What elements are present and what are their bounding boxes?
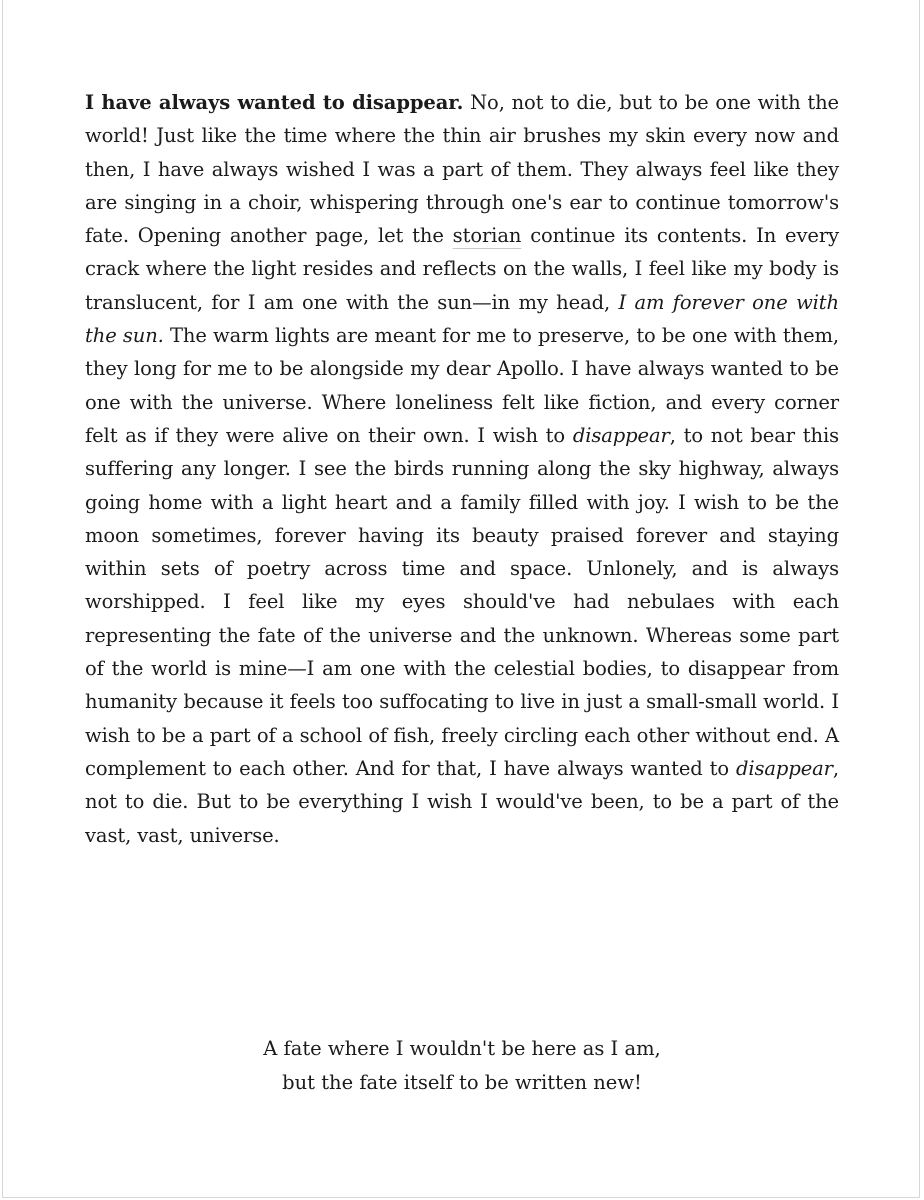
text-run: No, not to die, but to be one with the world! Just like the time where the thin air brushes my skin every now and then, I have always wished I was a part of them. They always feel like they are singing in a choir, whispering through one's ear to continue tomorrow's fate. Opening another page, let the bbox=[85, 91, 839, 248]
text-run: , to not bear this suffering any longer. I see the birds running along the sky highway, always going home with a light heart and a family filled with joy. I wish to be the moon sometimes, forever having its beauty praised forever and staying within sets of poetry across time and space. Unlonely, and is always worshipped. I feel like my eyes should've had nebulaes with each representing the fate of the universe and the unknown. Whereas some part of the world is mine—I am one with the celestial bodies, to disappear from humanity because it feels too suffocating to live in just a small-small world. I wish to be a part of a school of fish, freely circling each other without end. A complement to each other. And for that, I have always wanted to bbox=[85, 423, 839, 780]
italic-disappear-1: disappear bbox=[572, 423, 670, 447]
italic-sun-phrase: I am forever one with the sun. bbox=[85, 290, 839, 348]
text-run: continue its contents. In every crack where the light resides and reflects on the walls, I feel like my body is translucent, for I am one with the sun—in my head, bbox=[85, 224, 839, 314]
opening-sentence: I have always wanted to disappear. bbox=[85, 91, 464, 114]
closing-line-1: A fate where I wouldn't be here as I am, bbox=[263, 1037, 661, 1060]
storian-word: storian bbox=[452, 224, 522, 248]
main-paragraph bbox=[85, 86, 839, 852]
text-run: , not to die. But to be everything I wish I would've been, to be a part of the vast, vast, universe. bbox=[85, 756, 839, 847]
closing-couplet bbox=[85, 1032, 839, 1100]
italic-disappear-2: disappear bbox=[735, 756, 833, 780]
text-run: The warm lights are meant for me to preserve, to be one with them, they long for me to be alongside my dear Apollo. I have always wanted to be one with the universe. Where loneliness felt like fiction, and every corner felt as if they were alive on their own. I wish to bbox=[85, 324, 839, 447]
closing-line-2: but the fate itself to be written new! bbox=[282, 1071, 642, 1094]
document-page bbox=[85, 86, 839, 852]
